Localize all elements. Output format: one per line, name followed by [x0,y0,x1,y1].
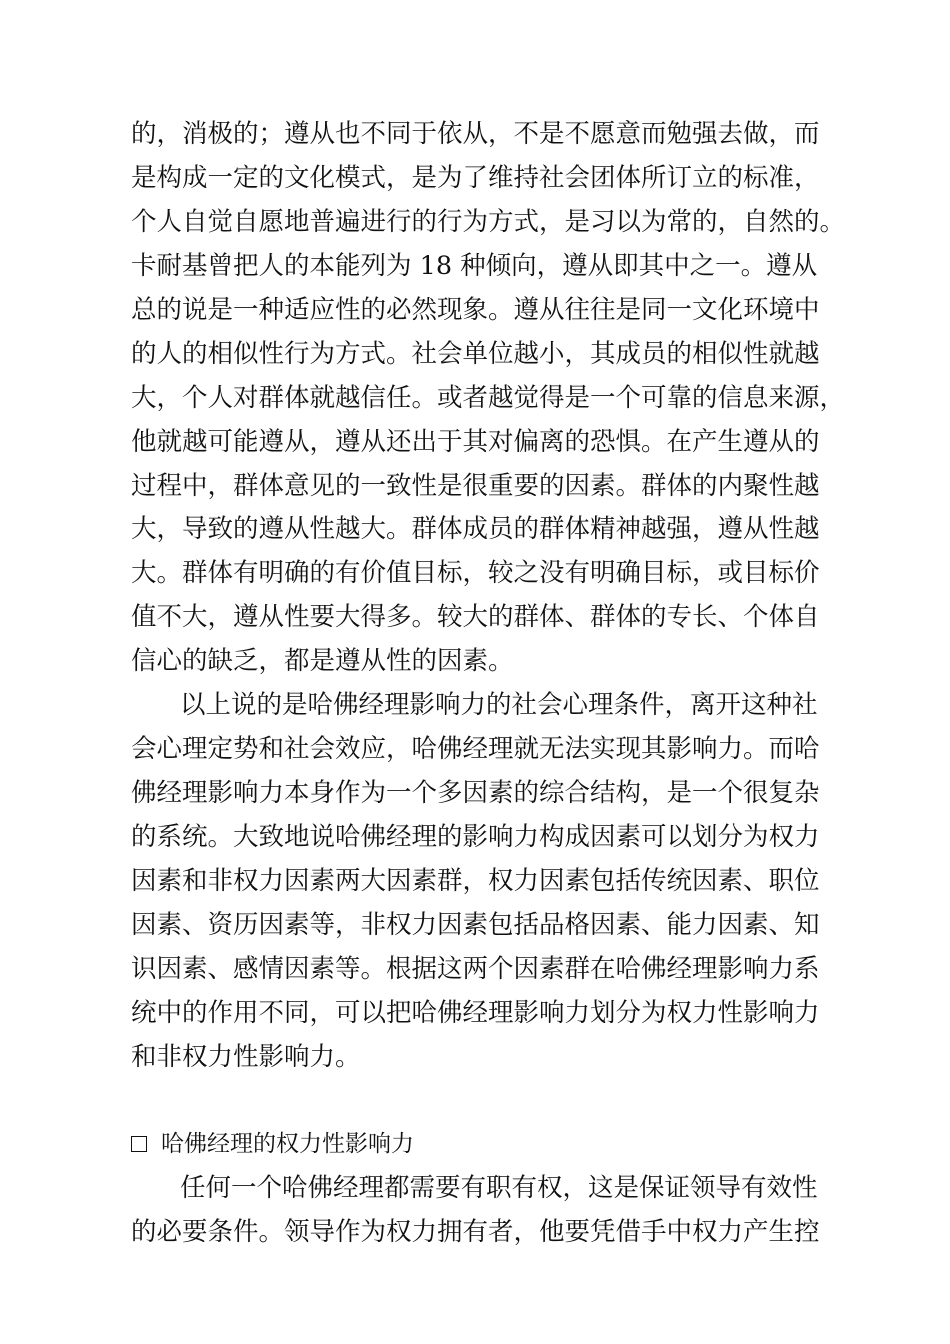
text-line: 统中的作用不同，可以把哈佛经理影响力划分为权力性影响力 [131,998,820,1028]
text-line: 的必要条件。领导作为权力拥有者，他要凭借手中权力产生控 [131,1217,820,1247]
text-line: 和非权力性影响力。 [131,1042,361,1072]
text-line: 因素、资历因素等，非权力因素包括品格因素、能力因素、知 [131,910,820,940]
text-line: 大。群体有明确的有价值目标，较之没有明确目标，或目标价 [131,558,820,588]
text-line: 的人的相似性行为方式。社会单位越小，其成员的相似性就越 [131,339,820,369]
text-line: 总的说是一种适应性的必然现象。遵从往往是同一文化环境中 [131,295,820,325]
text-line: 的系统。大致地说哈佛经理的影响力构成因素可以划分为权力 [131,822,820,852]
text-line: 任何一个哈佛经理都需要有职有权，这是保证领导有效性 [180,1173,818,1203]
text-line: 的，消极的；遵从也不同于依从，不是不愿意而勉强去做，而 [131,119,820,149]
text-line: 识因素、感情因素等。根据这两个因素群在哈佛经理影响力系 [131,954,820,984]
text-line: 信心的缺乏，都是遵从性的因素。 [131,646,514,676]
text-line: 大，导致的遵从性越大。群体成员的群体精神越强，遵从性越 [131,514,820,544]
text-line: 大，个人对群体就越信任。或者越觉得是一个可靠的信息来源， [131,383,846,413]
text-line: 个人自觉自愿地普遍进行的行为方式，是习以为常的，自然的。 [131,207,846,237]
text-line: 值不大，遵从性要大得多。较大的群体、群体的专长、个体自 [131,602,820,632]
text-line: 过程中，群体意见的一致性是很重要的因素。群体的内聚性越 [131,471,820,501]
text-line: 因素和非权力因素两大因素群，权力因素包括传统因素、职位 [131,866,820,896]
text-line: 佛经理影响力本身作为一个多因素的综合结构，是一个很复杂 [131,778,820,808]
text-line: 卡耐基曾把人的本能列为 18 种倾向，遵从即其中之一。遵从 [131,251,818,281]
text-line: 以上说的是哈佛经理影响力的社会心理条件，离开这种社 [180,690,818,720]
section-heading [131,1129,414,1159]
section-heading-text: 哈佛经理的权力性影响力 [161,1131,414,1157]
text-line: 会心理定势和社会效应，哈佛经理就无法实现其影响力。而哈 [131,734,820,764]
text-line: 他就越可能遵从，遵从还出于其对偏离的恐惧。在产生遵从的 [131,427,820,457]
text-line: 是构成一定的文化模式，是为了维持社会团体所订立的标准， [131,163,820,193]
checkbox-bullet-icon [131,1136,147,1152]
